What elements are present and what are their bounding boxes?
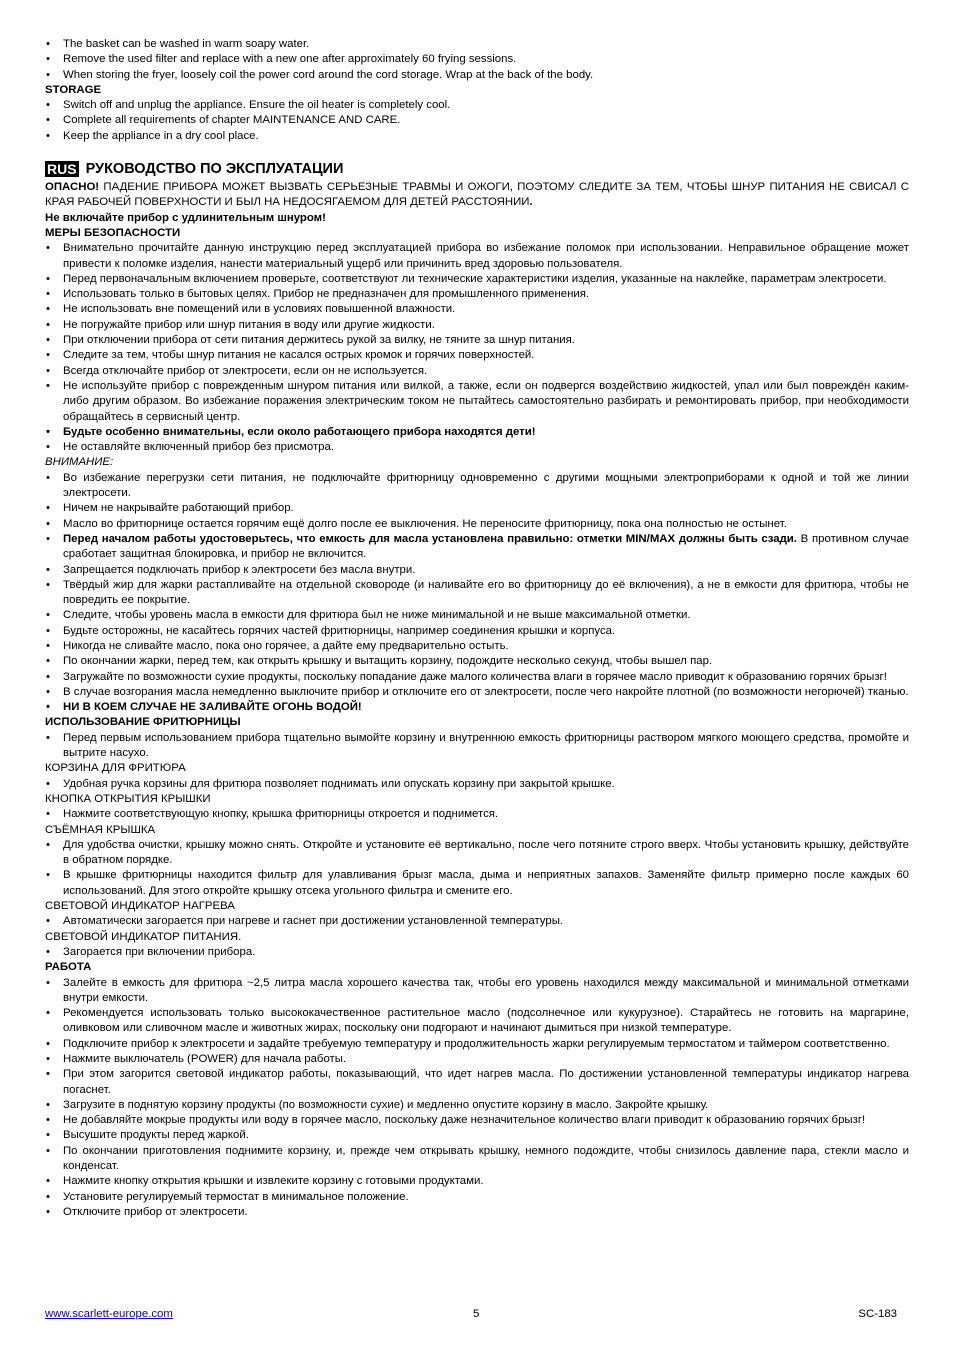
list-item: • Установите регулируемый термостат в минимальное положение. (45, 1190, 909, 1205)
basket-heading: КОРЗИНА ДЛЯ ФРИТЮРА (45, 762, 186, 775)
cleaning-list (45, 37, 909, 83)
heat-indicator-list (45, 914, 909, 929)
basket-list (45, 777, 909, 792)
no-water-warning: • НИ В КОЕМ СЛУЧАЕ НЕ ЗАЛИВАЙТЕ ОГОНЬ ВОДОЙ! (45, 700, 909, 715)
list-item: • Нажмите выключатель (POWER) для начала работы. (45, 1052, 909, 1067)
list-item: • Complete all requirements of chapter MAINTENANCE AND CARE. (45, 113, 909, 128)
extension-warning: Не включайте прибор с удлинительным шнуром! (45, 211, 326, 224)
list-item: • При отключении прибора от сети питания держитесь рукой за вилку, не тяните за шнур питания. (45, 333, 909, 348)
work-list (45, 976, 909, 1221)
list-item: • По окончании приготовления поднимите корзину, и, прежде чем открывать крышку, немного подождите, чтобы снизилось давление пара, стекли масло и конденсат. (45, 1144, 909, 1175)
list-item: • Во избежание перегрузки сети питания, не подключайте фритюрницу одновременно с другими мощными электроприборами к одной и той же линии электросети. (45, 471, 909, 502)
list-item: • Удобная ручка корзины для фритюра позволяет поднимать или опускать корзину при закрытой крышке. (45, 777, 909, 792)
list-item: • Отключите прибор от электросети. (45, 1205, 909, 1220)
list-item: • Не оставляйте включенный прибор без присмотра. (45, 440, 909, 455)
storage-heading: STORAGE (45, 83, 102, 96)
danger-label: ОПАСНО! (45, 181, 100, 194)
lid-button-list (45, 807, 909, 822)
list-item: • Никогда не сливайте масло, пока оно горячее, а дайте ему предварительно остыть. (45, 639, 909, 654)
list-item: • Ничем не накрывайте работающий прибор. (45, 501, 909, 516)
list-item: • Не погружайте прибор или шнур питания в воду или другие жидкости. (45, 318, 909, 333)
attention-list (45, 471, 909, 716)
list-item: • Keep the appliance in a dry cool place. (45, 129, 909, 144)
list-item: • При этом загорится световой индикатор работы, показывающий, что идет нагрев масла. По достижении установленной температуры индикатор нагрева погаснет. (45, 1067, 909, 1098)
use-heading: ИСПОЛЬЗОВАНИЕ ФРИТЮРНИЦЫ (45, 716, 241, 729)
list-item: • Подключите прибор к электросети и задайте требуемую температуру и продолжительность жарки регулируемым термостатом и таймером соответственно. (45, 1037, 909, 1052)
list-item: • Для удобства очистки, крышку можно снять. Откройте и установите её вертикально, после чего потяните строго вверх. Чтобы установить крышку, действуйте в обратном порядке. (45, 838, 909, 869)
list-item: • Нажмите кнопку открытия крышки и извлеките корзину с готовыми продуктами. (45, 1174, 909, 1189)
list-item: • В крышке фритюрницы находится фильтр для улавливания брызг масла, дыма и неприятных запахов. Заменяйте фильтр примерно после каждых 60 использований. Для этого откройте крышку отсека угольного фильтра и смените его. (45, 868, 909, 899)
model-number: SC-183 (858, 1308, 897, 1320)
danger-text: ПАДЕНИЕ ПРИБОРА МОЖЕТ ВЫЗВАТЬ СЕРЬЕЗНЫЕ ТРАВМЫ И ОЖОГИ, ПОЭТОМУ СЛЕДИТЕ ЗА ТЕМ, ЧТОБЫ ШНУР ПИТАНИЯ НЕ СВИСАЛ С КРАЯ РАБОЧЕЙ ПОВЕРХНОСТИ И БЫЛ НА НЕДОСЯГАЕМОМ ДЛЯ ДЕТЕЙ РАССТОЯНИИ (45, 181, 909, 209)
page-footer (45, 1307, 897, 1323)
list-item: • Автоматически загорается при нагреве и гаснет при достижении установленной температуры. (45, 914, 909, 929)
list-item: • Следите, чтобы уровень масла в емкости для фритюра был не ниже минимальной и не выше максимальной отметки. (45, 608, 909, 623)
list-item: • Будьте осторожны, не касайтесь горячих частей фритюрницы, например соединения крышки и корпуса. (45, 624, 909, 639)
section-title (45, 160, 909, 178)
list-item: • Загорается при включении прибора. (45, 945, 909, 960)
list-item: • По окончании жарки, перед тем, как открыть крышку и вытащить корзину, подождите несколько секунд, чтобы вышел пар. (45, 654, 909, 669)
list-item-minmax (45, 532, 909, 563)
attention-label: ВНИМАНИЕ: (45, 456, 114, 469)
list-item: • When storing the fryer, loosely coil the power cord around the cord storage. Wrap at the back of the body. (45, 68, 909, 83)
list-item: • Рекомендуется использовать только высококачественное растительное масло (подсолнечное или кукурузное). Старайтесь не готовить на маргарине, оливковом или сливочном масле и животных жирах, поскольку они подгорают и начинают дымиться при низкой температуре. (45, 1006, 909, 1037)
list-item: • Не добавляйте мокрые продукты или воду в горячее масло, поскольку даже незначительное количество влаги приводит к образованию горячих брызг! (45, 1113, 909, 1128)
list-item: • Загрузите в поднятую корзину продукты (по возможности сухие) и медленно опустите корзину в масло. Закройте крышку. (45, 1098, 909, 1113)
minmax-bold: Перед началом работы удостоверьтесь, что емкость для масла установлена правильно: отметки MIN/MAX должны быть сзади. (63, 532, 797, 545)
list-item: • Залейте в емкость для фритюра ~2,5 литра масла хорошего качества так, чтобы его уровень находился между максимальной и минимальной отметками внутри емкости. (45, 976, 909, 1007)
list-item: • Перед первым использованием прибора тщательно вымойте корзину и внутреннюю емкость фритюрницы раствором мягкого моющего средства, промойте и вытрите насухо. (45, 731, 909, 762)
minmax-rest: В противном случае сработает защитная блокировка, и прибор не включится. (63, 532, 909, 561)
list-item: • Запрещается подключать прибор к электросети без масла внутри. (45, 563, 909, 578)
safety-list (45, 241, 909, 455)
list-item: • Загружайте по возможности сухие продукты, поскольку попадание даже малого количества влаги в горячее масло приводит к образованию горячих брызг! (45, 670, 909, 685)
danger-end: . (529, 196, 533, 209)
list-item: • Remove the used filter and replace with a new one after approximately 60 frying sessions. (45, 52, 909, 67)
list-item: • Нажмите соответствующую кнопку, крышка фритюрницы откроется и поднимется. (45, 807, 909, 822)
safety-heading: МЕРЫ БЕЗОПАСНОСТИ (45, 226, 181, 239)
list-item: • Всегда отключайте прибор от электросети, если он не используется. (45, 364, 909, 379)
document-body (45, 37, 909, 1220)
section-title-text: РУКОВОДСТВО ПО ЭКСПЛУАТАЦИИ (85, 161, 344, 178)
power-indicator-list (45, 945, 909, 960)
removable-lid-heading: СЪЁМНАЯ КРЫШКА (45, 823, 156, 836)
list-item: • Внимательно прочитайте данную инструкцию перед эксплуатацией прибора во избежание поломок при использовании. Неправильное обращение может привести к поломке изделия, нанести материальный ущерб или причинить вред здоровью пользователя. (45, 241, 909, 272)
list-item: • Использовать только в бытовых целях. Прибор не предназначен для промышленного применения. (45, 287, 909, 302)
use-list (45, 731, 909, 762)
list-item: • В случае возгорания масла немедленно выключите прибор и отключите его от электросети, после чего накройте плотной (по возможности негорючей) тканью. (45, 685, 909, 700)
list-item: • Не используйте прибор с поврежденным шнуром питания или вилкой, а также, если он подвергся воздействию жидкостей, упал или был повреждён каким-либо другим образом. Во избежание поражения электрическим током не пытайтесь самостоятельно разбирать и ремонтировать прибор, при необходимости обращайтесь в сервисный центр. (45, 379, 909, 425)
list-item: • Твёрдый жир для жарки растапливайте на отдельной сковороде (и наливайте его во фритюрницу до её включения), а не в емкости для фритюра, чтобы не повредить ее покрытие. (45, 578, 909, 609)
storage-list (45, 98, 909, 144)
removable-lid-list (45, 838, 909, 899)
heat-indicator-heading: СВЕТОВОЙ ИНДИКАТОР НАГРЕВА (45, 900, 235, 913)
list-item: • Высушите продукты перед жаркой. (45, 1128, 909, 1143)
list-item: • Следите за тем, чтобы шнур питания не касался острых кромок и горячих поверхностей. (45, 348, 909, 363)
page-number: 5 (473, 1308, 480, 1320)
lid-button-heading: КНОПКА ОТКРЫТИЯ КРЫШКИ (45, 792, 211, 805)
list-item: • Перед первоначальным включением проверьте, соответствуют ли технические характеристики изделия, указанные на наклейке, параметрам электросети. (45, 272, 909, 287)
language-badge: RUS (47, 161, 77, 178)
list-item: • Не использовать вне помещений или в условиях повышенной влажности. (45, 302, 909, 317)
work-heading: РАБОТА (45, 961, 92, 974)
danger-paragraph (45, 180, 909, 211)
list-item: • The basket can be washed in warm soapy water. (45, 37, 909, 52)
website-link[interactable]: www.scarlett-europe.com (45, 1308, 173, 1320)
list-item: • Switch off and unplug the appliance. Ensure the oil heater is completely cool. (45, 98, 909, 113)
list-item: • Масло во фритюрнице остается горячим ещё долго после ее выключения. Не переносите фритюрницу, пока она полностью не остынет. (45, 517, 909, 532)
power-indicator-heading: СВЕТОВОЙ ИНДИКАТОР ПИТАНИЯ. (45, 930, 242, 943)
children-warning: • Будьте особенно внимательны, если около работающего прибора находятся дети! (45, 425, 909, 440)
